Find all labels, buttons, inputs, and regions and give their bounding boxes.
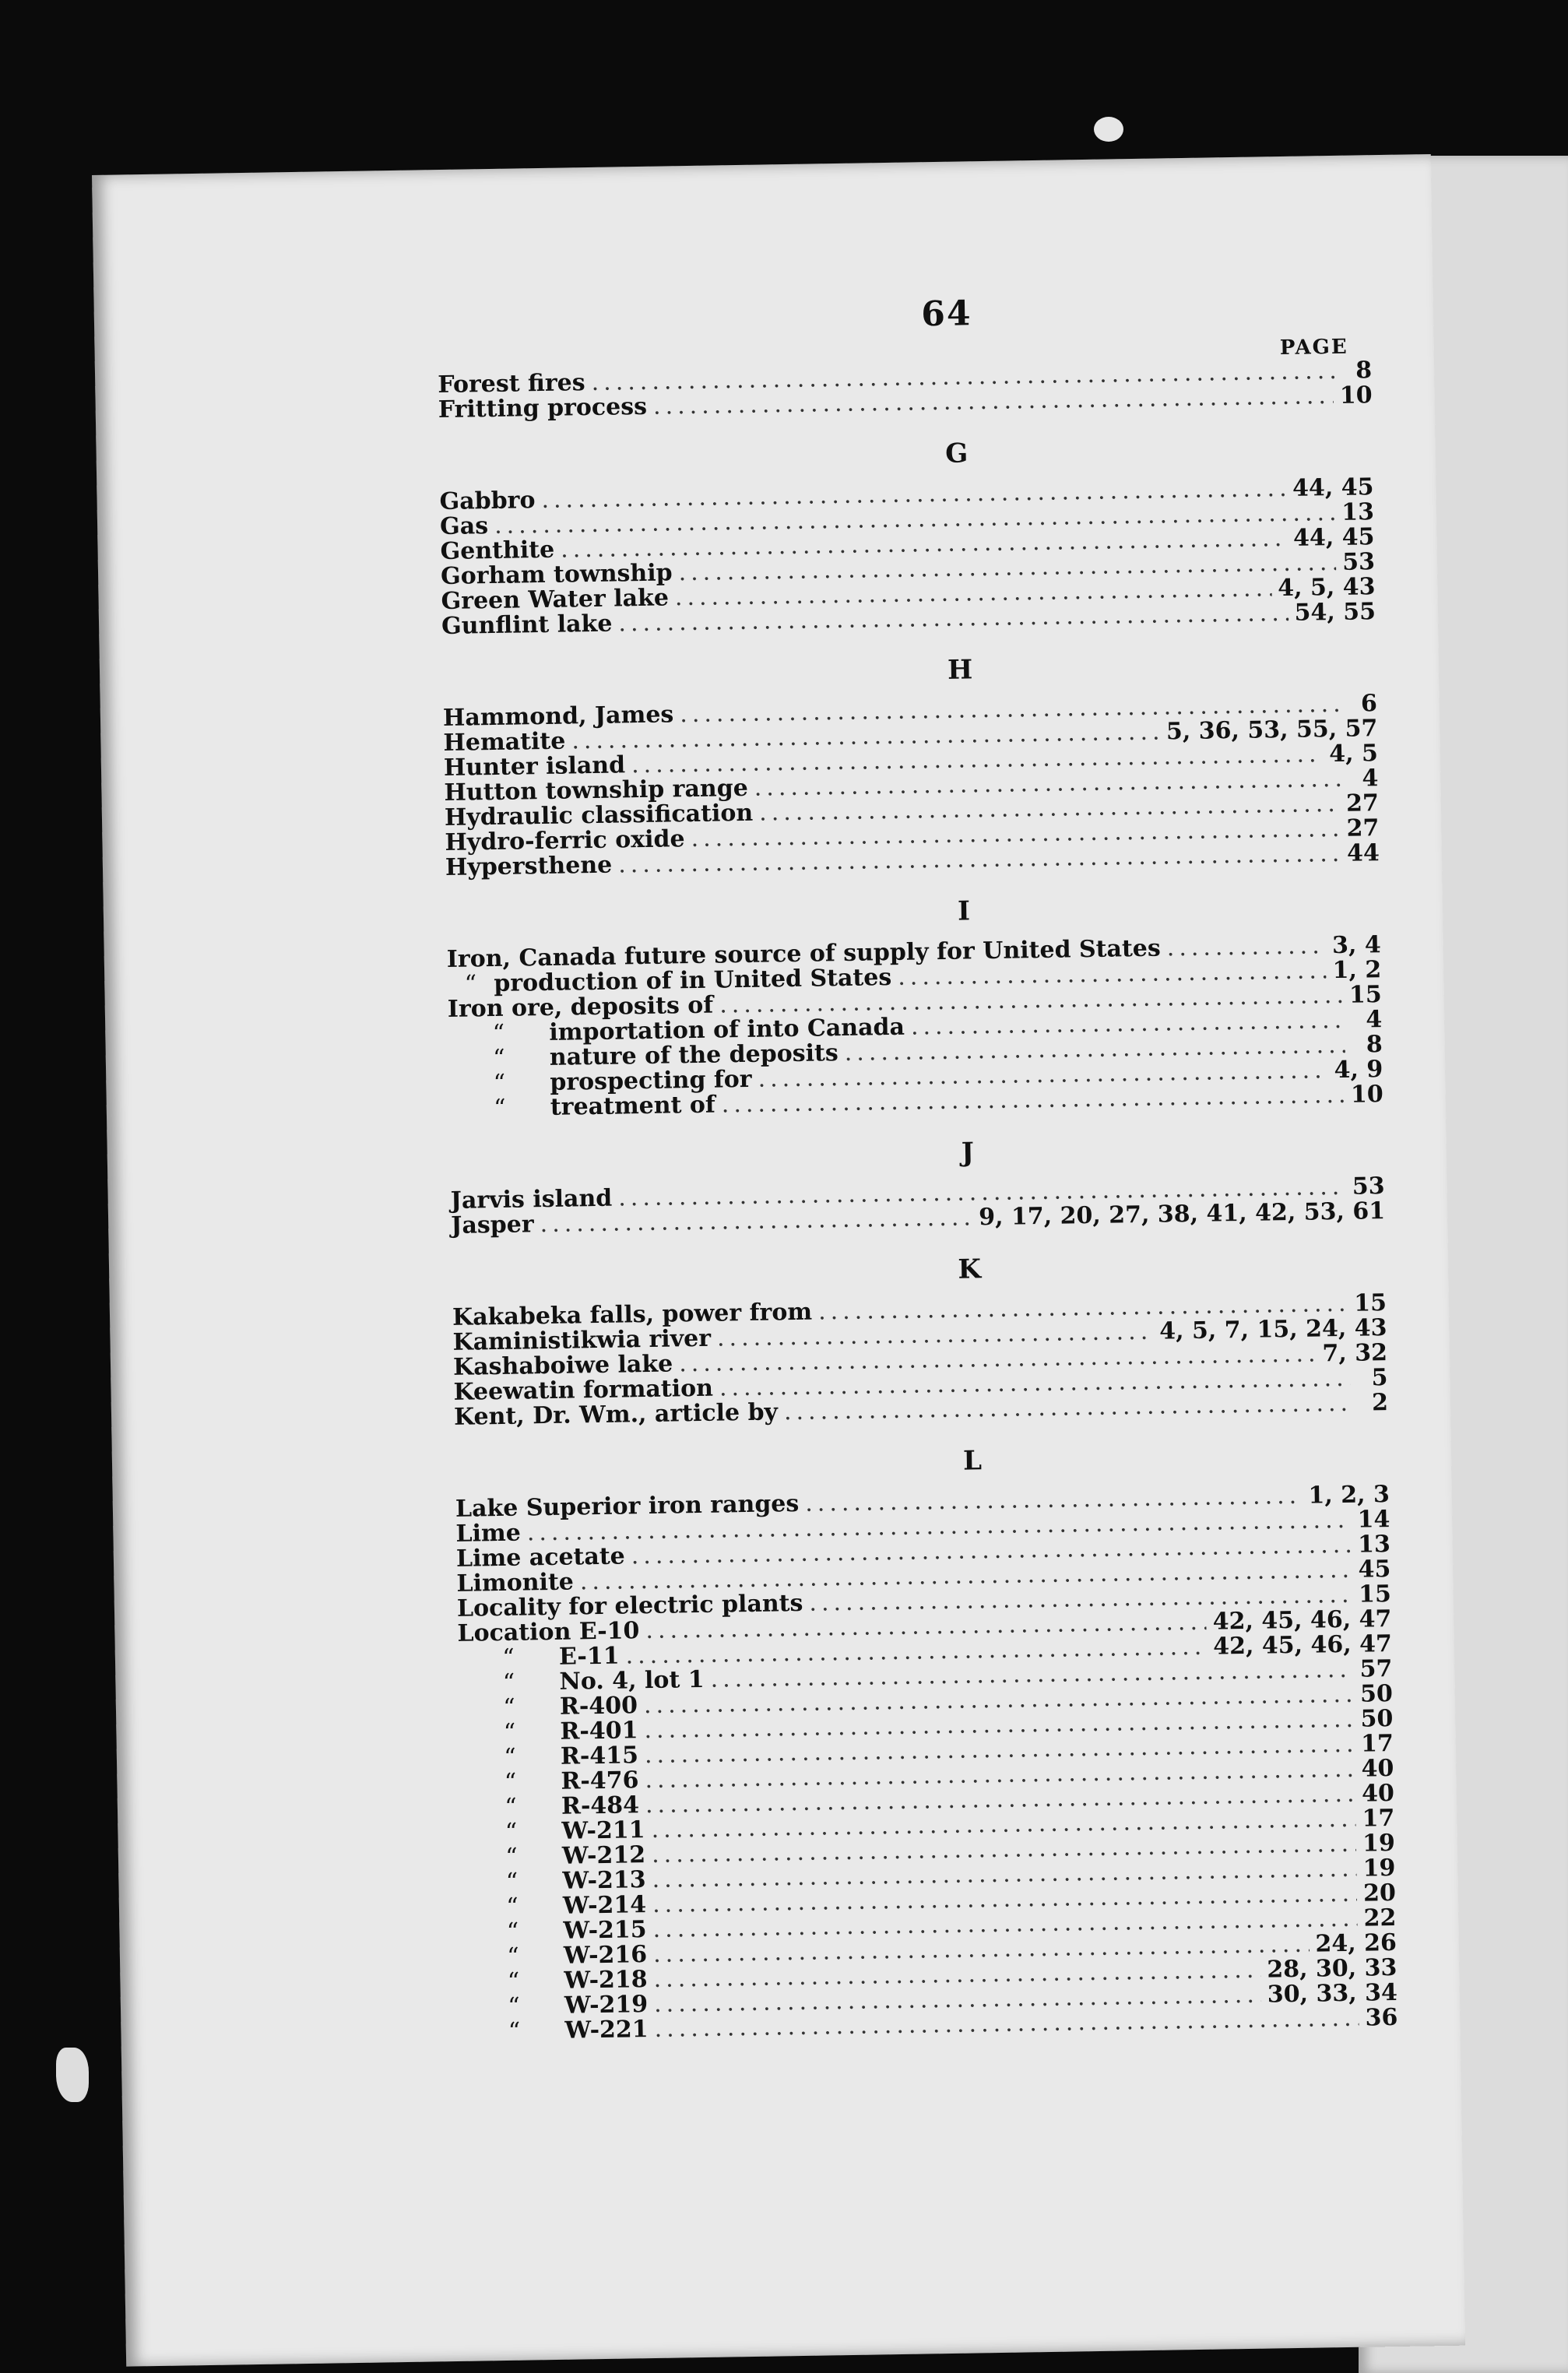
- ditto-mark: “: [505, 1793, 517, 1821]
- entry-term: W-216: [563, 1941, 648, 1970]
- entry-term: Jasper: [450, 1211, 534, 1239]
- entry-term: Hammond, James: [442, 701, 674, 732]
- ditto-mark: “: [507, 1967, 520, 1995]
- ditto-mark: “: [504, 1743, 516, 1771]
- entry-term: Gabbro: [439, 487, 536, 516]
- entry-pages: 5: [1371, 1364, 1388, 1392]
- entry-pages: 13: [1357, 1531, 1391, 1559]
- ditto-mark: “: [507, 1942, 519, 1970]
- entry-pages: 40: [1361, 1779, 1395, 1808]
- entry-pages: 15: [1353, 1289, 1387, 1317]
- entry-pages: 20: [1362, 1879, 1397, 1907]
- entry-term: Kent, Dr. Wm., article by: [453, 1398, 779, 1431]
- entry-term: Gorham township: [440, 559, 673, 591]
- entry-term: R-484: [561, 1791, 640, 1820]
- section-letter: G: [944, 438, 969, 469]
- ditto-mark: “: [503, 1718, 516, 1746]
- ditto-mark: “: [508, 2017, 521, 2045]
- entry-term: W-211: [561, 1816, 645, 1845]
- entry-term: Forest fires: [438, 369, 585, 399]
- entry-pages: 4, 9: [1334, 1056, 1383, 1085]
- entry-term: W-218: [564, 1966, 648, 1995]
- entry-pages: 7, 32: [1322, 1339, 1388, 1368]
- entry-pages: 4, 5: [1328, 740, 1379, 768]
- ditto-mark: “: [502, 1644, 515, 1672]
- entry-term: Hydraulic classification: [444, 799, 754, 831]
- entry-pages: 57: [1359, 1655, 1393, 1683]
- entry-term: W-219: [564, 1991, 649, 2020]
- entry-term: Limonite: [456, 1568, 575, 1598]
- entry-pages: 30, 33, 34: [1267, 1978, 1398, 2009]
- entry-term: Gunflint lake: [441, 610, 613, 641]
- entry-term: prospecting for: [550, 1065, 752, 1096]
- entry-term: W-221: [564, 2016, 649, 2044]
- entry-pages: 28, 30, 33: [1267, 1953, 1397, 1984]
- entry-pages: 1, 2: [1332, 956, 1382, 985]
- entry-term: R-476: [561, 1767, 639, 1795]
- entry-pages: 9, 17, 20, 27, 38, 41, 42, 53, 61: [978, 1197, 1386, 1232]
- ditto-mark: “: [492, 1019, 505, 1048]
- entry-term: Location E-10: [457, 1617, 640, 1647]
- page-column-header: PAGE: [1279, 335, 1348, 360]
- entry-pages: 44: [1346, 839, 1380, 867]
- entry-pages: 53: [1352, 1172, 1385, 1201]
- entry-pages: 15: [1348, 981, 1383, 1009]
- ditto-mark: “: [493, 1069, 506, 1098]
- entry-pages: 17: [1360, 1729, 1394, 1758]
- entry-term: Genthite: [440, 536, 555, 566]
- entry-pages: 44, 45: [1292, 523, 1375, 552]
- entry-term: Keewatin formation: [453, 1374, 714, 1406]
- entry-term: Lime: [455, 1519, 522, 1548]
- section-letter: K: [958, 1253, 982, 1285]
- entry-term: treatment of: [550, 1091, 716, 1121]
- entry-pages: 2: [1371, 1389, 1389, 1417]
- entry-pages: 4, 5, 7, 15, 24, 43: [1158, 1314, 1387, 1345]
- entry-pages: 6: [1360, 690, 1378, 718]
- entry-pages: 10: [1350, 1081, 1384, 1109]
- section-letter: I: [957, 895, 971, 927]
- entry-pages: 40: [1361, 1754, 1394, 1783]
- entry-term: importation of into Canada: [549, 1013, 905, 1046]
- edge-mark: [56, 2048, 89, 2102]
- entry-pages: 19: [1362, 1829, 1396, 1858]
- entry-pages: 1, 2, 3: [1308, 1481, 1390, 1510]
- entry-pages: 27: [1345, 789, 1380, 817]
- ditto-mark: “: [505, 1868, 519, 1896]
- entry-pages: 19: [1362, 1854, 1396, 1883]
- entry-pages: 42, 45, 46, 47: [1212, 1605, 1392, 1636]
- entry-term: Hutton township range: [444, 774, 749, 807]
- entry-term: Iron ore, deposits of: [447, 991, 714, 1023]
- entry-pages: 8: [1355, 357, 1373, 385]
- section-letter: H: [947, 654, 973, 686]
- entry-term: nature of the deposits: [549, 1039, 839, 1071]
- section-letter: J: [961, 1137, 975, 1169]
- ditto-mark: “: [508, 1992, 520, 2020]
- entry-term: Kaministikwia river: [452, 1324, 712, 1356]
- ditto-mark: “: [505, 1843, 518, 1871]
- entry-pages: 4, 5, 43: [1277, 573, 1376, 603]
- entry-term: Kakabeka falls, power from: [452, 1298, 813, 1331]
- entry-term: E-11: [558, 1642, 620, 1671]
- page-number: 64: [920, 294, 972, 335]
- entry-pages: 50: [1360, 1704, 1394, 1733]
- entry-pages: 36: [1365, 2003, 1398, 2032]
- ditto-mark: “: [492, 1044, 505, 1073]
- section-letter: L: [962, 1445, 983, 1477]
- entry-term: W-215: [563, 1916, 647, 1945]
- ditto-mark: “: [493, 1094, 506, 1123]
- entry-term: Hunter island: [443, 751, 626, 782]
- entry-term: Lime acetate: [455, 1542, 626, 1573]
- entry-pages: 42, 45, 46, 47: [1212, 1630, 1393, 1661]
- entry-pages: 53: [1341, 548, 1376, 576]
- ditto-mark: “: [464, 970, 477, 998]
- entry-pages: 14: [1357, 1506, 1390, 1534]
- entry-term: Lake Superior iron ranges: [455, 1489, 800, 1523]
- entry-term: No. 4, lot 1: [559, 1665, 705, 1696]
- entry-term: Kashaboiwe lake: [452, 1350, 673, 1381]
- entry-pages: 45: [1358, 1556, 1391, 1584]
- entry-term: Green Water lake: [441, 584, 670, 616]
- entry-pages: 24, 26: [1315, 1928, 1397, 1958]
- entry-term: W-212: [561, 1841, 646, 1870]
- paper-speck: [1094, 117, 1123, 142]
- entry-term: Fritting process: [438, 392, 648, 424]
- index-list: [438, 358, 1398, 2058]
- ditto-mark: “: [504, 1768, 517, 1796]
- ditto-mark: “: [506, 1918, 519, 1946]
- ditto-mark: “: [502, 1668, 515, 1696]
- entry-term: Locality for electric plants: [456, 1589, 803, 1622]
- entry-pages: 22: [1363, 1904, 1397, 1932]
- entry-pages: 13: [1341, 498, 1375, 526]
- entry-term: Hypersthene: [445, 851, 613, 881]
- entry-term: Jarvis island: [450, 1184, 613, 1215]
- ditto-mark: “: [503, 1693, 515, 1721]
- entry-term: Hydro-ferric oxide: [445, 825, 685, 856]
- entry-term: R-401: [560, 1717, 638, 1745]
- book-page: [92, 154, 1465, 2367]
- entry-term: Iron, Canada future source of supply for United States: [446, 934, 1162, 973]
- entry-term: W-213: [562, 1866, 646, 1895]
- entry-term: R-415: [560, 1742, 639, 1770]
- entry-pages: 3, 4: [1331, 931, 1382, 960]
- entry-term: production of in United States: [494, 963, 892, 998]
- entry-pages: 5, 36, 53, 55, 57: [1165, 715, 1378, 746]
- entry-pages: 27: [1346, 814, 1380, 842]
- entry-pages: 8: [1366, 1031, 1383, 1059]
- entry-pages: 44, 45: [1292, 473, 1374, 502]
- leader-dots: [1167, 933, 1327, 961]
- entry-term: Gas: [439, 512, 489, 541]
- entry-pages: 17: [1362, 1804, 1395, 1833]
- entry-pages: 10: [1339, 381, 1373, 410]
- entry-pages: 4: [1366, 1006, 1383, 1034]
- entry-term: W-214: [562, 1891, 647, 1920]
- entry-pages: 4: [1362, 765, 1379, 793]
- ditto-mark: “: [506, 1893, 519, 1921]
- entry-term: Hematite: [443, 727, 566, 757]
- entry-term: R-400: [559, 1692, 638, 1721]
- entry-pages: 54, 55: [1294, 598, 1376, 627]
- ditto-mark: “: [505, 1818, 518, 1846]
- entry-pages: 50: [1359, 1679, 1394, 1708]
- index-content: [437, 287, 1398, 2058]
- entry-pages: 15: [1358, 1580, 1392, 1608]
